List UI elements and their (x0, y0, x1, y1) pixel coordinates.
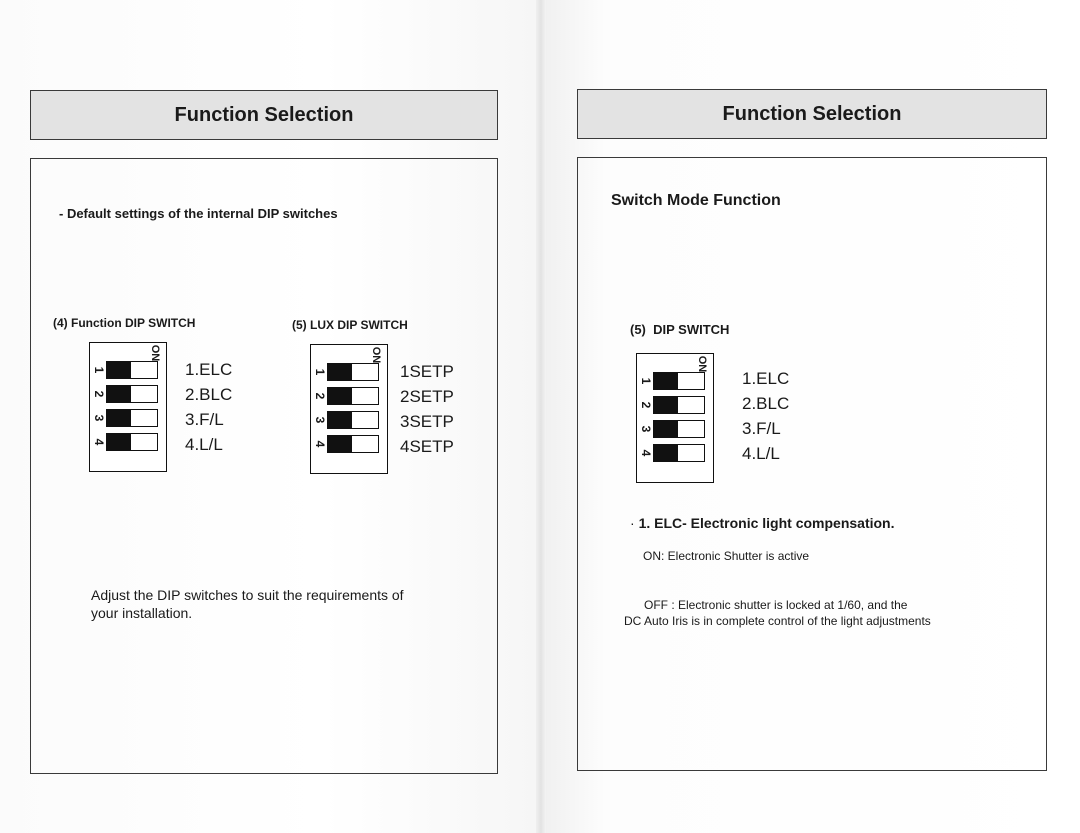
dip-slot (106, 433, 158, 451)
function-settings-list (185, 357, 232, 457)
setting-label: 1.ELC (742, 369, 790, 388)
dip-number: 1 (92, 366, 106, 374)
dip-slot (327, 387, 379, 405)
function-dip-caption: (4) Function DIP SWITCH (53, 316, 196, 330)
dip-knob (654, 397, 678, 413)
dip-row (315, 387, 381, 405)
dip-row (641, 444, 707, 462)
dip-row (315, 363, 381, 381)
dip-knob (328, 388, 352, 404)
dip-slot (653, 372, 705, 390)
dip-row (94, 361, 160, 379)
dip-number: 4 (92, 438, 106, 446)
dip-number: 2 (639, 401, 653, 409)
elc-title: 1. ELC- Electronic light compensation. (638, 515, 895, 531)
dip-knob (328, 412, 352, 428)
dip-slot (653, 420, 705, 438)
dip-number: 1 (313, 368, 327, 376)
setting-label: 3SETP (400, 412, 454, 431)
dip-slot (327, 435, 379, 453)
mode-dip-switch (636, 353, 714, 483)
lux-dip-caption: (5) LUX DIP SWITCH (292, 318, 408, 332)
setting-label: 1SETP (400, 362, 454, 381)
setting-label: 3.F/L (742, 419, 781, 438)
dip-row (315, 411, 381, 429)
dip-slot (653, 396, 705, 414)
setting-label: 1.ELC (185, 360, 233, 379)
left-content-box (30, 158, 498, 774)
right-page (540, 0, 1080, 833)
dip-slot (106, 385, 158, 403)
dip-number: 4 (313, 440, 327, 448)
dip-slot (327, 363, 379, 381)
elc-on-text: ON: Electronic Shutter is active (643, 549, 810, 563)
dip-knob (654, 445, 678, 461)
lux-settings-list (400, 359, 454, 459)
function-dip-switch (89, 342, 167, 472)
dip-number: 1 (639, 377, 653, 385)
dip-knob (107, 410, 131, 426)
lux-dip-switch (310, 344, 388, 474)
switch-mode-title: Switch Mode Function (611, 192, 781, 209)
dip-knob (107, 362, 131, 378)
dip-number: 2 (313, 392, 327, 400)
dip-number: 2 (92, 390, 106, 398)
dip-row (94, 385, 160, 403)
elc-off-text-line2: DC Auto Iris is in complete control of the light adjustments (624, 614, 931, 628)
dip-knob (107, 386, 131, 402)
mode-settings-list (742, 366, 789, 466)
left-header-title: Function Selection (174, 103, 354, 126)
dip-slot (106, 409, 158, 427)
dip-number: 3 (92, 414, 106, 422)
dip-row (94, 433, 160, 451)
dip-row (315, 435, 381, 453)
dip-slot (106, 361, 158, 379)
dip-row (641, 420, 707, 438)
dip-knob (328, 364, 352, 380)
adjust-note-line1: Adjust the DIP switches to suit the requirements of (91, 587, 404, 603)
on-label: ON (696, 355, 708, 373)
elc-off-text-line1: OFF : Electronic shutter is locked at 1/60, and the (644, 598, 908, 612)
default-settings-intro: - Default settings of the internal DIP switches (59, 206, 338, 221)
setting-label: 4.L/L (742, 444, 780, 463)
setting-label: 2.BLC (185, 385, 233, 404)
dip-slot (327, 411, 379, 429)
dip-knob (328, 436, 352, 452)
on-label: ON (149, 344, 161, 362)
on-label: ON (370, 346, 382, 364)
left-page-header (30, 90, 498, 140)
dip-switch-caption: (5) DIP SWITCH (630, 322, 730, 337)
setting-label: 3.F/L (185, 410, 224, 429)
setting-label: 4SETP (400, 437, 454, 456)
setting-label: 2SETP (400, 387, 454, 406)
dip-row (94, 409, 160, 427)
right-content-box (577, 157, 1047, 771)
dip-number: 3 (313, 416, 327, 424)
setting-label: 2.BLC (742, 394, 790, 413)
dip-slot (653, 444, 705, 462)
book-fold (536, 0, 546, 833)
adjust-note-line2: your installation. (91, 605, 193, 621)
dip-row (641, 372, 707, 390)
dip-row (641, 396, 707, 414)
dip-number: 4 (639, 449, 653, 457)
dip-number: 3 (639, 425, 653, 433)
dip-knob (654, 373, 678, 389)
setting-label: 4.L/L (185, 435, 223, 454)
bullet-icon: · (630, 515, 635, 531)
right-header-title: Function Selection (722, 102, 902, 125)
dip-knob (107, 434, 131, 450)
dip-knob (654, 421, 678, 437)
right-page-header (577, 89, 1047, 139)
elc-heading (630, 515, 895, 531)
